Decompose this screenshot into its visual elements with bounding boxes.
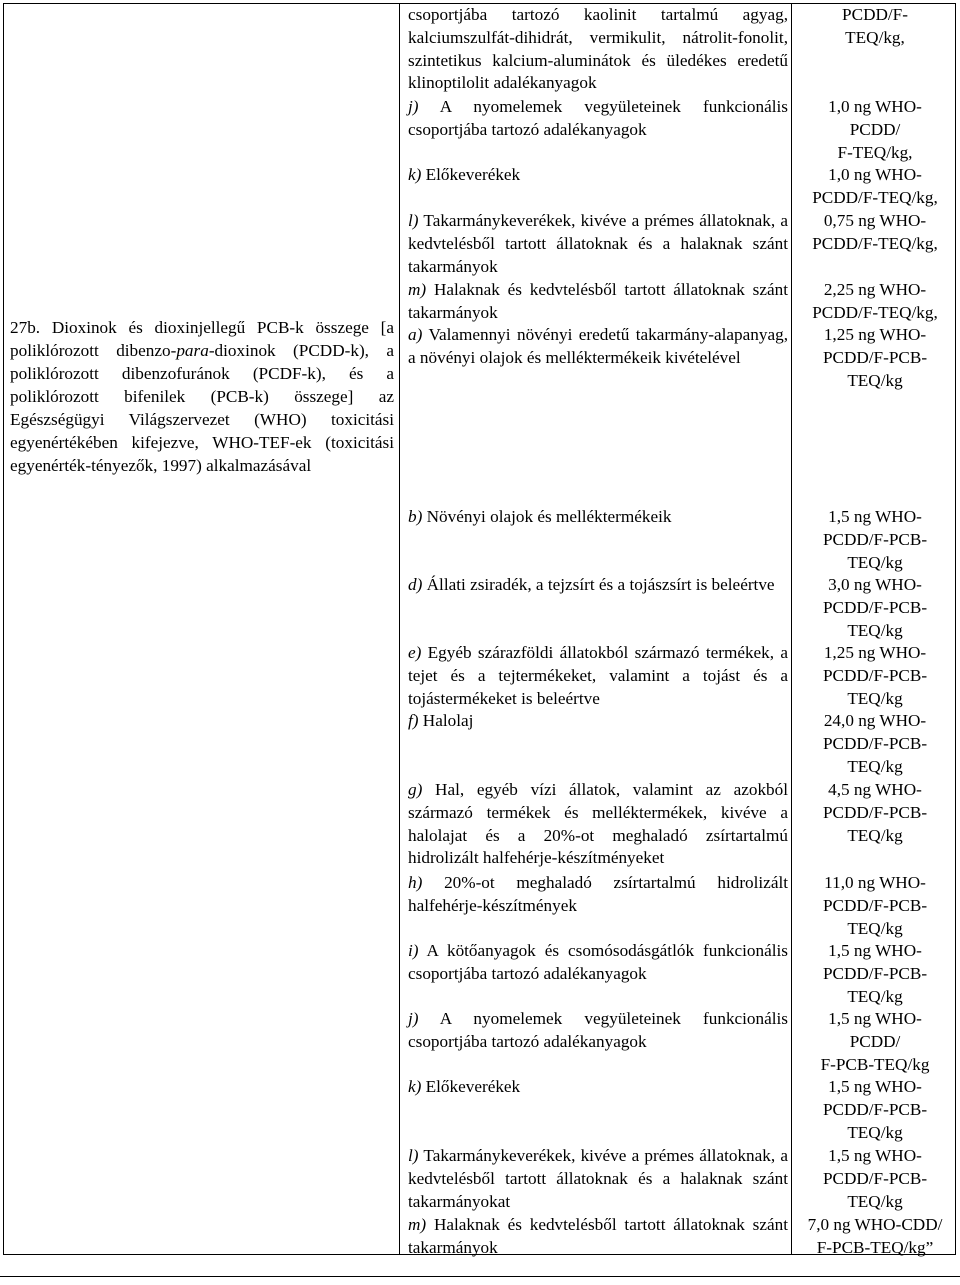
- limit-line: TEQ/kg: [847, 918, 903, 938]
- product-item: [408, 4, 788, 95]
- limit-line: TEQ/kg,: [845, 27, 905, 47]
- limit-line: TEQ/kg: [847, 552, 903, 572]
- product-text: Halaknak és kedvtelésből tartott állatoknak szánt takarmányok: [408, 280, 788, 322]
- limit-value: [794, 279, 956, 325]
- product-text: Hal, egyéb vízi állatok, valamint az azokból származó termékek és melléktermékek, kivéve a halolajat és a 20%-ot meghaladó zsírtartalmú hidrolizált halfehérje-készítményeket: [408, 780, 789, 868]
- limit-line: PCDD/F-PCB-: [822, 529, 928, 549]
- limit-line: PCDD/F-PCB-: [822, 733, 928, 753]
- product-letter: m): [408, 280, 427, 299]
- limit-line: F-TEQ/kg,: [837, 142, 913, 162]
- product-letter: d): [408, 575, 423, 594]
- product-item: [408, 164, 788, 187]
- limit-line: PCDD/F-: [842, 5, 908, 24]
- product-letter: k): [408, 165, 422, 184]
- limit-line: PCDD/: [849, 1031, 901, 1051]
- product-item: [408, 574, 788, 597]
- product-letter: j): [408, 97, 419, 116]
- limit-line: TEQ/kg: [847, 688, 903, 708]
- product-text: A nyomelemek vegyületeinek funkcionális csoportjába tartozó adalékanyagok: [408, 1009, 788, 1051]
- limit-line: PCDD/F-TEQ/kg,: [812, 187, 938, 207]
- limit-value: [794, 4, 956, 50]
- product-text: Előkeverékek: [425, 1077, 521, 1096]
- limit-line: PCDD/F-TEQ/kg,: [812, 233, 938, 253]
- product-item: [408, 779, 788, 870]
- limit-value: [794, 96, 956, 164]
- limit-line: F-PCB-TEQ/kg: [820, 1054, 930, 1074]
- product-letter: i): [408, 941, 419, 960]
- limit-line: PCDD/F-PCB-: [822, 963, 928, 983]
- limit-value: [794, 574, 956, 642]
- limit-value: [794, 164, 956, 210]
- limit-line: 0,75 ng WHO-: [823, 211, 927, 230]
- limit-value: [794, 872, 956, 940]
- limit-value: [794, 1145, 956, 1213]
- product-text: Növényi olajok és melléktermékeik: [426, 507, 672, 526]
- product-item: [408, 710, 788, 733]
- column-divider: [791, 4, 792, 1254]
- limit-line: PCDD/F-PCB-: [822, 802, 928, 822]
- product-letter: f): [408, 711, 419, 730]
- product-item: [408, 506, 788, 529]
- limit-line: F-PCB-TEQ/kg”: [816, 1237, 934, 1257]
- limit-value: [794, 1076, 956, 1144]
- section-number: 27b.: [10, 318, 41, 337]
- limit-line: 1,5 ng WHO-: [828, 507, 922, 526]
- limit-line: 1,5 ng WHO-: [828, 1009, 922, 1028]
- limit-value: [794, 642, 956, 710]
- limit-value: [794, 506, 956, 574]
- limit-line: 1,5 ng WHO-: [828, 941, 922, 960]
- product-letter: l): [408, 1146, 419, 1165]
- limit-line: PCDD/F-PCB-: [822, 597, 928, 617]
- product-letter: b): [408, 507, 423, 526]
- limit-line: PCDD/F-PCB-: [822, 1099, 928, 1119]
- limit-line: TEQ/kg: [847, 986, 903, 1006]
- product-text: Előkeverékek: [425, 165, 521, 184]
- limit-value: [794, 1008, 956, 1076]
- section-title-start: Dioxinok és dioxinjellegű PCB-k összege [a poliklórozott dibenzo-: [10, 318, 394, 360]
- limit-line: 3,0 ng WHO-: [828, 575, 922, 594]
- product-letter: j): [408, 1009, 419, 1028]
- product-item: [408, 1076, 788, 1099]
- section-title-italic: para: [176, 341, 209, 360]
- limit-line: 2,25 ng WHO-: [823, 280, 927, 299]
- product-text: csoportjába tartozó kaolinit tartalmú agyag, kalciumszulfát-dihidrát, vermikulit, nátrolit-fonolit, szintetikus kalcium-aluminátok és üledékes eredetű klinoptilolit adalékanyagok: [408, 5, 788, 93]
- limit-line: PCDD/F-PCB-: [822, 1168, 928, 1188]
- limit-value: [794, 210, 956, 256]
- product-item: [408, 279, 788, 325]
- product-item: [408, 1008, 788, 1054]
- section-title-end: -dioxinok (PCDD-k), a poliklórozott dibenzofuránok (PCDF-k), és a poliklórozott bifenilek (PCB-k) összege] az Egészségügyi Világszervezet (WHO) toxicitási egyenértékében kifejezve, WHO-TEF-ek (toxicitási egyenérték-tényezők, 1997) alkalmazásával: [10, 341, 394, 475]
- product-text: Állati zsiradék, a tejzsírt és a tojászsírt is beleértve: [426, 575, 775, 594]
- substance-description: [10, 316, 394, 477]
- product-item: [408, 642, 788, 710]
- column-divider: [399, 4, 400, 1254]
- product-letter: a): [408, 325, 423, 344]
- limit-line: PCDD/F-PCB-: [822, 347, 928, 367]
- limit-line: 1,0 ng WHO-: [828, 97, 922, 116]
- limit-line: 1,0 ng WHO-: [828, 165, 922, 184]
- limit-value: [794, 710, 956, 778]
- limit-line: 1,5 ng WHO-: [828, 1146, 922, 1165]
- product-item: [408, 940, 788, 986]
- product-item: [408, 872, 788, 918]
- limit-line: PCDD/F-PCB-: [822, 895, 928, 915]
- footer-rule: [0, 1276, 960, 1277]
- limit-line: PCDD/F-TEQ/kg,: [812, 302, 938, 322]
- limit-line: TEQ/kg: [847, 370, 903, 390]
- product-item: [408, 324, 788, 370]
- product-item: [408, 1214, 788, 1260]
- product-letter: e): [408, 643, 422, 662]
- limit-line: 7,0 ng WHO-CDD/: [807, 1215, 943, 1234]
- product-letter: m): [408, 1215, 427, 1234]
- limit-value: [794, 324, 956, 392]
- product-text: Halaknak és kedvtelésből tartott állatoknak szánt takarmányok: [408, 1215, 788, 1257]
- product-letter: g): [408, 780, 423, 799]
- product-letter: l): [408, 211, 419, 230]
- limit-line: PCDD/F-PCB-: [822, 665, 928, 685]
- product-text: 20%-ot meghaladó zsírtartalmú hidrolizált halfehérje-készítmények: [408, 873, 788, 915]
- limit-line: TEQ/kg: [847, 1122, 903, 1142]
- product-item: [408, 96, 788, 142]
- product-text: A kötőanyagok és csomósodásgátlók funkcionális csoportjába tartozó adalékanyagok: [408, 941, 788, 983]
- product-letter: h): [408, 873, 423, 892]
- limit-line: TEQ/kg: [847, 620, 903, 640]
- product-text: Egyéb szárazföldi állatokból származó termékek, a tejet és a tejtermékeket, valamint a tojást és a tojástermékeket is beleértve: [408, 643, 788, 708]
- limit-value: [794, 779, 956, 847]
- product-text: Halolaj: [422, 711, 474, 730]
- product-item: [408, 1145, 788, 1213]
- limit-line: TEQ/kg: [847, 756, 903, 776]
- limit-line: 4,5 ng WHO-: [828, 780, 922, 799]
- product-text: Takarmánykeverékek, kivéve a prémes állatoknak, a kedvtelésből tartott állatoknak és a halaknak szánt takarmányokat: [408, 1146, 788, 1211]
- limit-value: [794, 940, 956, 1008]
- limit-line: 1,25 ng WHO-: [823, 325, 927, 344]
- regulation-table: [3, 3, 956, 1255]
- limit-line: 1,5 ng WHO-: [828, 1077, 922, 1096]
- product-item: [408, 210, 788, 278]
- limit-line: TEQ/kg: [847, 1191, 903, 1211]
- limit-line: 24,0 ng WHO-: [823, 711, 927, 730]
- product-text: Valamennyi növényi eredetű takarmány-alapanyag, a növényi olajok és melléktermékeik kivételével: [408, 325, 788, 367]
- product-letter: k): [408, 1077, 422, 1096]
- limit-line: TEQ/kg: [847, 825, 903, 845]
- limit-value: [794, 1214, 956, 1260]
- limit-line: 11,0 ng WHO-: [824, 873, 926, 892]
- product-text: A nyomelemek vegyületeinek funkcionális csoportjába tartozó adalékanyagok: [408, 97, 788, 139]
- limit-line: PCDD/: [849, 119, 901, 139]
- limit-line: 1,25 ng WHO-: [823, 643, 927, 662]
- product-text: Takarmánykeverékek, kivéve a prémes állatoknak, a kedvtelésből tartott állatoknak és a halaknak szánt takarmányok: [408, 211, 788, 276]
